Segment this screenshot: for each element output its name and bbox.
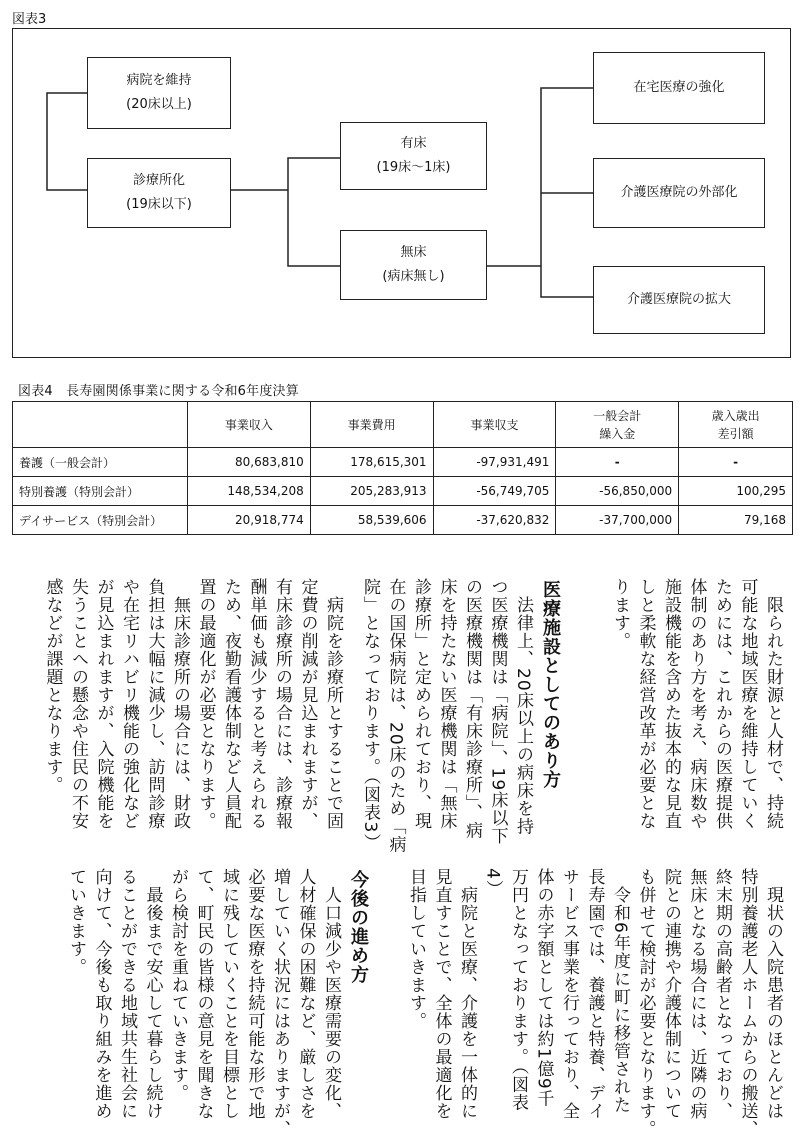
figure4-caption: 図表4 長寿園関係事業に関する令和6年度決算 <box>18 384 299 399</box>
heading-next-steps: 今後の進め方 <box>348 870 369 984</box>
row-label: デイサービス（特別会計） <box>13 506 188 535</box>
header-net-l2: 差引額 <box>717 426 754 441</box>
node-care-outsource <box>593 158 765 228</box>
paragraph-next: 人口減少や医療需要の変化、 人材確保の困難など、厳しさを 増していく状況にはありますが、 必要な医療を持続可能な形で地 域に残していくことを目標とし て、町民の皆様の意見を聞きな がら検討を重ねていきます。 最後まで安心して暮らし続け ることができる地域共生社会に 向けて、今後も取り組みを進め ていきます。 <box>66 868 341 1138</box>
header-general-transfer-l1: 一般会計 <box>593 408 642 423</box>
node-with-beds-title: 有床 <box>400 136 427 151</box>
node-no-beds <box>340 230 487 300</box>
node-with-beds-sub: (19床〜1床) <box>376 160 451 175</box>
cell-general-transfer: - <box>556 448 679 477</box>
header-net <box>679 402 793 448</box>
node-home-care <box>593 52 765 124</box>
node-no-beds-title: 無床 <box>400 245 427 260</box>
header-general-transfer-l2: 繰入金 <box>599 426 636 441</box>
cell-general-transfer: -37,700,000 <box>556 506 679 535</box>
node-care-outsource-title: 介護医療院の外部化 <box>620 185 738 200</box>
header-blank <box>13 402 188 448</box>
cell-net: 79,168 <box>679 506 793 535</box>
cell-revenue: 80,683,810 <box>187 448 310 477</box>
header-general-transfer <box>556 402 679 448</box>
paragraph-clinic: 病院を診療所とすることで固 定費の削減が見込まれますが、 有床診療所の場合には、診療報 酬単価も減少すると考えられる ため、夜勤看護体制など人員配 置の最適化が必要となります。 無床診療所の場合には、財政 負担は大幅に減少し、訪問診療 や在宅リハビリ機能の強化など が見込まれますが、入院機能を 失うことへの懸念や住民の不安 感などが課題となります。 <box>42 578 343 830</box>
row-label: 特別養護（特別会計） <box>13 477 188 506</box>
table-row <box>13 477 793 506</box>
cell-general-transfer: -56,850,000 <box>556 477 679 506</box>
table-row <box>13 448 793 477</box>
node-keep-hospital-title: 病院を維持 <box>126 73 192 88</box>
node-care-expand <box>593 266 765 334</box>
row-label: 養護（一般会計） <box>13 448 188 477</box>
header-revenue: 事業収入 <box>187 402 310 448</box>
cell-expense: 178,615,301 <box>310 448 433 477</box>
table-header-row <box>13 402 793 448</box>
cell-balance: -37,620,832 <box>433 506 556 535</box>
cell-balance: -56,749,705 <box>433 477 556 506</box>
cell-revenue: 20,918,774 <box>187 506 310 535</box>
header-expense: 事業費用 <box>310 402 433 448</box>
node-with-beds <box>340 122 487 190</box>
node-care-expand-title: 介護医療院の拡大 <box>626 292 731 307</box>
cell-balance: -97,931,491 <box>433 448 556 477</box>
node-clinic-sub: (19床以下) <box>126 197 192 212</box>
cell-revenue: 148,534,208 <box>187 477 310 506</box>
node-clinic-title: 診療所化 <box>132 173 185 188</box>
paragraph-intro: 限られた財源と人材で、持続 可能な地域医療を維持していく ためには、これからの医療提供 体制のあり方を考え、病床数や 施設機能を含めた抜本的な見直 しと柔軟な経営改革が必要とな ります。 <box>610 578 783 830</box>
node-keep-hospital-sub: (20床以上) <box>126 97 192 112</box>
heading-facility: 医療施設としてのあり方 <box>540 580 561 789</box>
header-balance: 事業収支 <box>433 402 556 448</box>
cell-expense: 58,539,606 <box>310 506 433 535</box>
table-row <box>13 506 793 535</box>
header-net-l1: 歳入歳出 <box>711 408 760 423</box>
node-clinic <box>87 158 231 228</box>
figure3-label: 図表3 <box>12 12 47 27</box>
paragraph-status: 現状の入院患者のほとんどは 特別養護老人ホームからの搬送、 終末期の高齢者となっており、 無床となる場合には、近隣の病 院との連携や介護体制について も併せて検討が必要となります。 令和6年度に町に移管された 長寿園では、養護と特養、デイ サービス事業を行っており、全 体の赤字額としては約1億9千 万円となっております。（図表4） 病院と医療、介護を一体的に 見直すことで、全体の最適化を 目指していきます。 <box>406 868 783 1138</box>
cell-net: 100,295 <box>679 477 793 506</box>
settlement-table <box>12 401 793 535</box>
cell-net: - <box>679 448 793 477</box>
node-home-care-title: 在宅医療の強化 <box>633 80 725 95</box>
node-no-beds-sub: (病床無し) <box>382 269 445 284</box>
cell-expense: 205,283,913 <box>310 477 433 506</box>
node-keep-hospital <box>87 57 231 129</box>
paragraph-law: 法律上、20床以上の病床を持 つ医療機関は「病院」、19床以下 の医療機関は「有床診療所」、病 床を持たない医療機関は「無床 診療所」と定められており、現 在の国保病院は、20床のため「病 院」となっております。（図表3） <box>360 578 533 854</box>
